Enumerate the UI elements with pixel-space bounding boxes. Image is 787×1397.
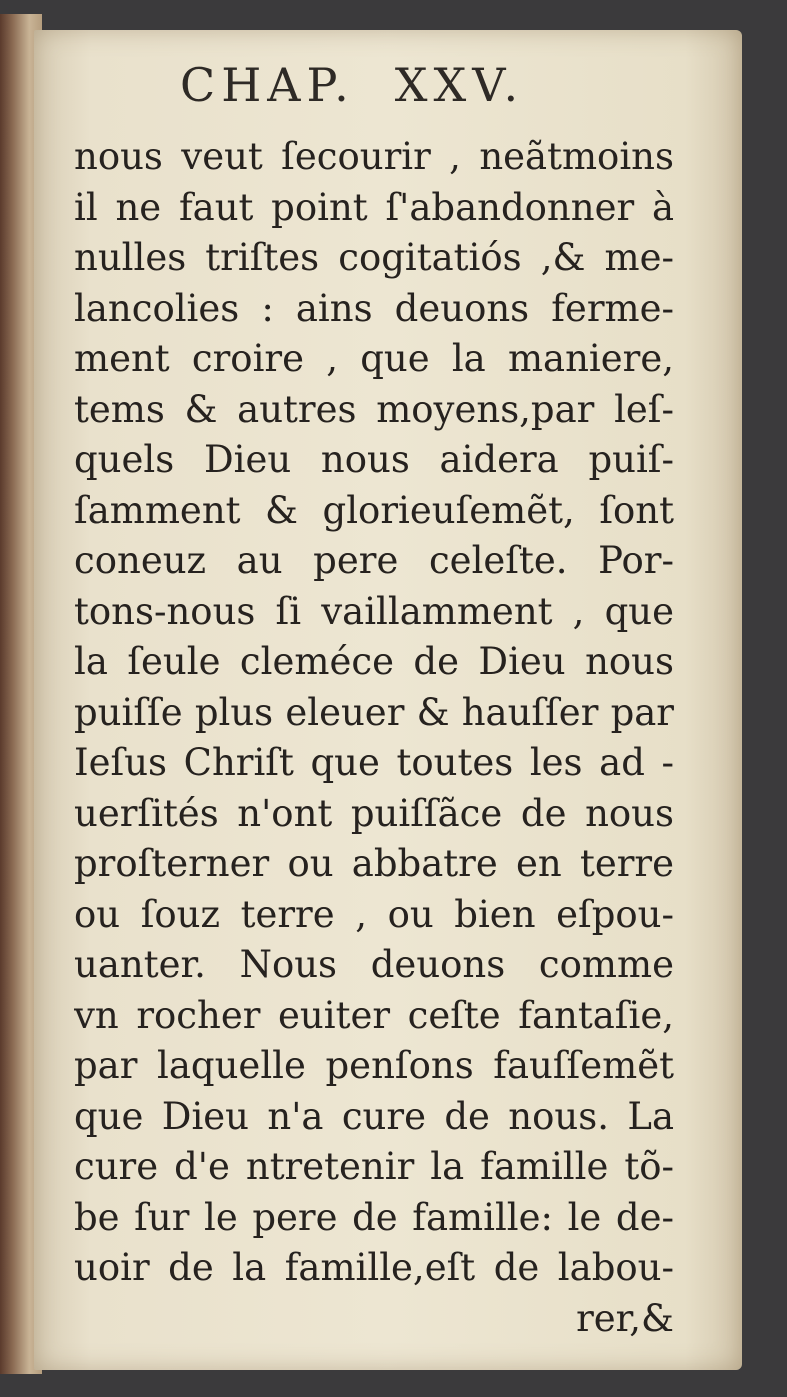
catchword-line: rer,& (576, 1296, 674, 1340)
text-line: nous veut ſecourir , neãtmoins (74, 135, 674, 178)
chapter-number: XXV. (394, 58, 525, 112)
text-line: la ſeule cleméce de Dieu nous (74, 640, 674, 683)
text-line: vn rocher euiter ceſte fantaſie, (74, 993, 674, 1037)
text-line: uoir de la famille,eſt de labou- (74, 1246, 674, 1289)
text-line: que Dieu n'a cure de nous. La (74, 1094, 674, 1138)
text-line: quels Dieu nous aidera puiſ- (74, 438, 674, 481)
text-line: puiſſe plus eleuer & hauſſer par (74, 690, 674, 734)
text-line: il ne faut point ſ'abandonner à (74, 185, 674, 229)
text-line: uerſités n'ont puiſſãce de nous (74, 791, 674, 835)
text-line: ou ſouz terre , ou bien eſpou- (74, 892, 674, 936)
text-line: proſterner ou abbatre en terre (74, 842, 674, 885)
chapter-label: CHAP. (180, 58, 355, 112)
text-line: coneuz au pere celeſte. Por- (74, 539, 674, 582)
running-header (180, 58, 580, 128)
text-line: cure d'e ntretenir la famille tõ- (74, 1145, 674, 1188)
text-line: ment croire , que la maniere, (74, 337, 674, 380)
text-line: tems & autres moyens,par leſ- (74, 387, 674, 431)
text-line: nulles triſtes cogitatiós ,& me- (74, 236, 674, 279)
text-line: tons-nous ſi vaillamment , que (74, 589, 674, 633)
body-text (74, 132, 674, 1344)
text-line: par laquelle penſons fauſſemẽt (74, 1044, 674, 1087)
text-line: Ieſus Chriſt que toutes les ad - (74, 741, 674, 784)
text-line: uanter. Nous deuons comme (74, 943, 674, 986)
text-line: ſamment & glorieuſemẽt, ſont (74, 488, 674, 532)
text-line: be ſur le pere de famille: le de- (74, 1195, 674, 1239)
text-line: lancolies : ains deuons ferme- (74, 286, 674, 330)
